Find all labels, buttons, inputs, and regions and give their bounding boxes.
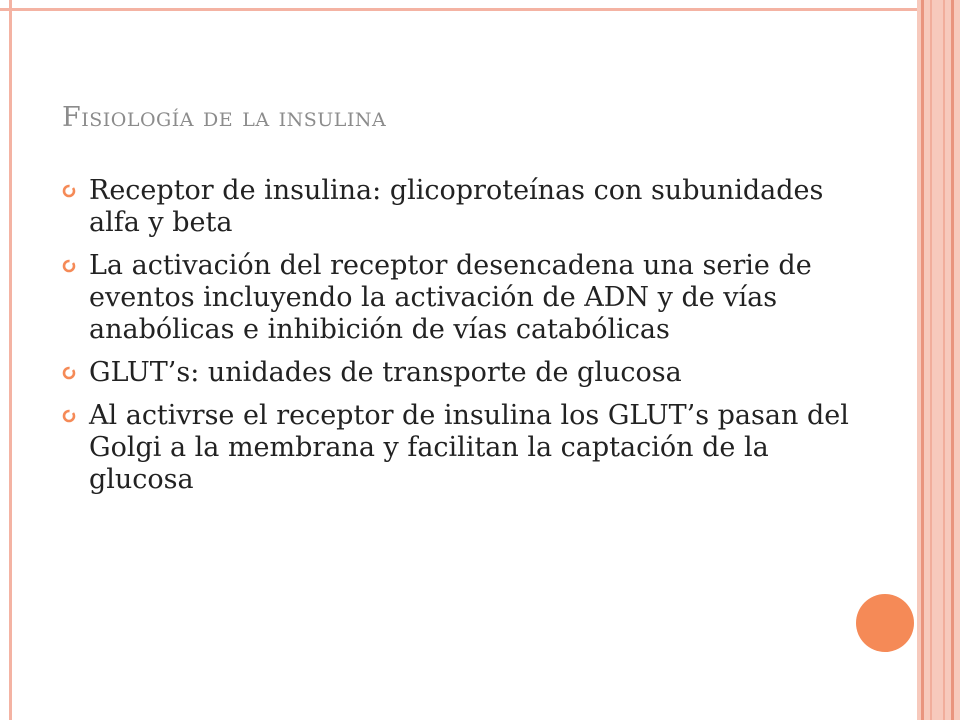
ring-bullet-icon [62,259,76,273]
stripe-line [951,0,954,720]
bullet-item [62,357,852,389]
bullet-item [62,400,852,496]
decorative-circle [856,594,914,652]
stripe-line [943,0,945,720]
bullet-text: Receptor de insulina: glicoproteínas con subunidades alfa y beta [89,175,824,238]
bullet-text: Al activrse el receptor de insulina los GLUT’s pasan del Golgi a la membrana y facilitan la captación de la glucosa [89,400,849,495]
stripe-line [921,0,924,720]
bullet-item [62,175,852,239]
stripe-line [930,0,932,720]
frame-left-line [9,0,12,720]
ring-bullet-icon [62,184,76,198]
frame-top-line [0,8,917,11]
bullet-item [62,250,852,346]
bullet-text: GLUT’s: unidades de transporte de glucosa [89,357,682,388]
slide-title: Fisiología de la insulina [62,102,387,133]
ring-bullet-icon [62,366,76,380]
bullet-text: La activación del receptor desencadena una serie de eventos incluyendo la activación de ADN y de vías anabólicas e inhibición de vías catabólicas [89,250,812,345]
bullet-list [62,175,852,507]
ring-bullet-icon [62,409,76,423]
